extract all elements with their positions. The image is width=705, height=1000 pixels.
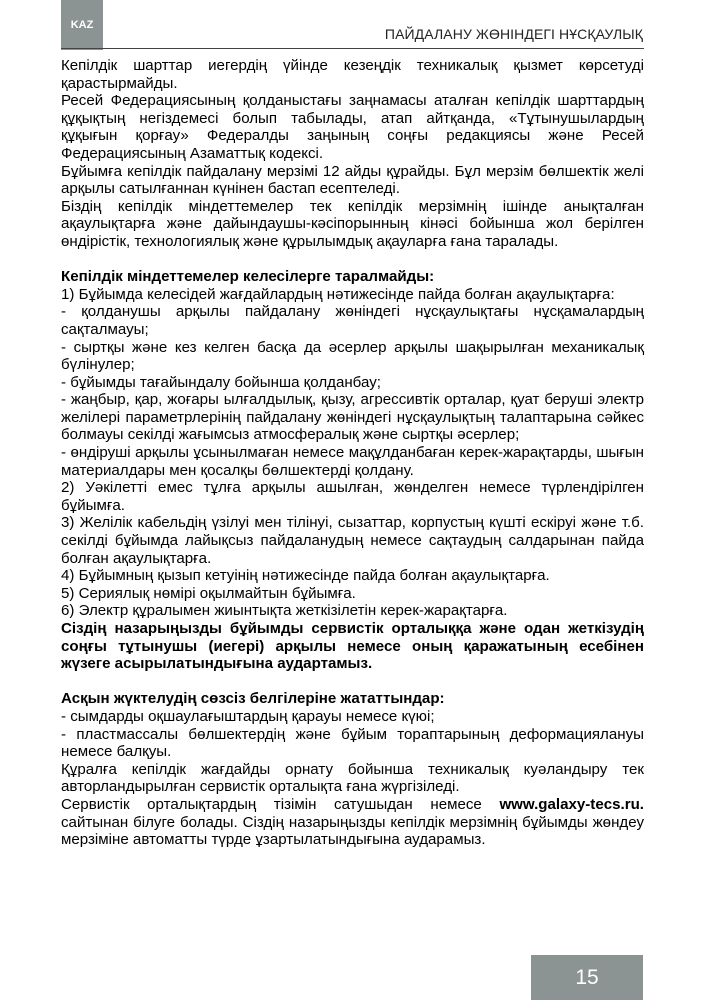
language-tab: KAZ (61, 0, 103, 50)
header-divider (61, 48, 644, 49)
list-item: 3) Желілік кабельдің үзілуі мен тілінуі, сызаттар, корпустың күшті ескіруі және т.б. секілді бұйымда лайықсыз пайдаланудың немесе сақтаудың салдарынан пайда болған ақаулықтарға. (61, 514, 644, 567)
paragraph: Біздің кепілдік міндеттемелер тек кепілдік мерзімнің ішінде анықталған ақаулықтарға және дайындаушы-кәсіпорынның кінәсі бойынша жол берілген өндірістік, технологиялық және құрылымдық ақауларға ғана таралады. (61, 197, 644, 250)
list-item: - бұйымды тағайындалу бойынша қолданбау; (61, 373, 381, 391)
website-link[interactable]: www.galaxy-tecs.ru. (499, 795, 644, 813)
paragraph-text: сайтынан білуге болады. Сіздің назарыңызды кепілдік мерзімнің бұйымды жөндеу мерзіміне автоматты түрде ұзартылатындығына аударамыз. (61, 813, 644, 849)
page-number: 15 (531, 955, 643, 1000)
paragraph: Кепілдік шарттар иегердің үйінде кезеңдік техникалық қызмет көрсетуді қарастырмайды. (61, 57, 644, 92)
list-item: - жаңбыр, қар, жоғары ылғалдылық, қызу, агрессивтік орталар, қуат беруші электр желілері параметрлерінің пайдалану жөніндегі нұсқаулықтың талаптарына сәйкес болмауы секілді жағымсыз атмосфералық және сыртқы әсерлер; (61, 391, 644, 444)
paragraph: Бұйымға кепілдік пайдалану мерзімі 12 айды құрайды. Бұл мерзім бөлшектік желі арқылы сатылғаннан күнінен бастап есептеледі. (61, 162, 644, 198)
list-item: - пластмассалы бөлшектердің және бұйым тораптарының деформациялануы немесе балқуы. (61, 725, 644, 761)
list-item: - қолданушы арқылы пайдалану жөніндегі нұсқаулықтағы нұсқамалардың сақталмауы; (61, 303, 644, 338)
paragraph (61, 796, 644, 849)
paragraph-text: Сервистік орталықтардың тізімін сатушыдан немесе (61, 795, 500, 813)
paragraph: Құралға кепілдік жағдайды орнату бойынша техникалық куәландыру тек авторландырылған сервистік орталықта ғана жүргізіледі. (61, 760, 644, 796)
list-item: - сыртқы және кез келген басқа да әсерлер арқылы шақырылған механикалық бүлінулер; (61, 338, 644, 374)
list-item: 1) Бұйымда келесідей жағдайлардың нәтижесінде пайда болған ақаулықтарға: (61, 285, 615, 303)
page-body (61, 57, 644, 849)
bold-notice: Сіздің назарыңызды бұйымды сервистік орталыққа және одан жеткізудің соңғы тұтынушы (иегері) арқылы немесе оның қаражатының есебінен жүзеге асырылатындығына аудартамыз. (61, 620, 644, 673)
list-item: - өндіруші арқылы ұсынылмаған немесе мақұлданбаған керек-жарақтарды, шығын материалдары мен қосалқы бөлшектерді қолдану. (61, 444, 644, 479)
paragraph: Ресей Федерациясының қолданыстағы заңнамасы аталған кепілдік шарттардың құқықтың негіздемесі болып табылады, атап айтқанда, «Тұтынушылардың құқығын қорғау» Федералды заңының соңғы редакциясы және Ресей Федерациясының Азаматтық кодексі. (61, 92, 644, 162)
list-item: 2) Уәкілетті емес тұлға арқылы ашылған, жөнделген немесе түрлендірілген бұйымға. (61, 479, 644, 514)
list-item: 4) Бұйымның қызып кетуінің нәтижесінде пайда болған ақаулықтарға. (61, 567, 550, 585)
list-item: - сымдарды оқшаулағыштардың қарауы немесе күюі; (61, 707, 435, 725)
list-item: 5) Сериялық нөмірі оқылмайтын бұйымға. (61, 584, 356, 602)
page-header-title: ПАЙДАЛАНУ ЖӨНІНДЕГІ НҰСҚАУЛЫҚ (384, 26, 643, 42)
list-item: 6) Электр құралымен жиынтықта жеткізілетін керек-жарақтарға. (61, 602, 508, 620)
section-heading: Кепілдік міндеттемелер келесілерге таралмайды: (61, 268, 435, 286)
section-heading: Асқын жүктелудің сөзсіз белгілеріне жататтындар: (61, 690, 445, 708)
